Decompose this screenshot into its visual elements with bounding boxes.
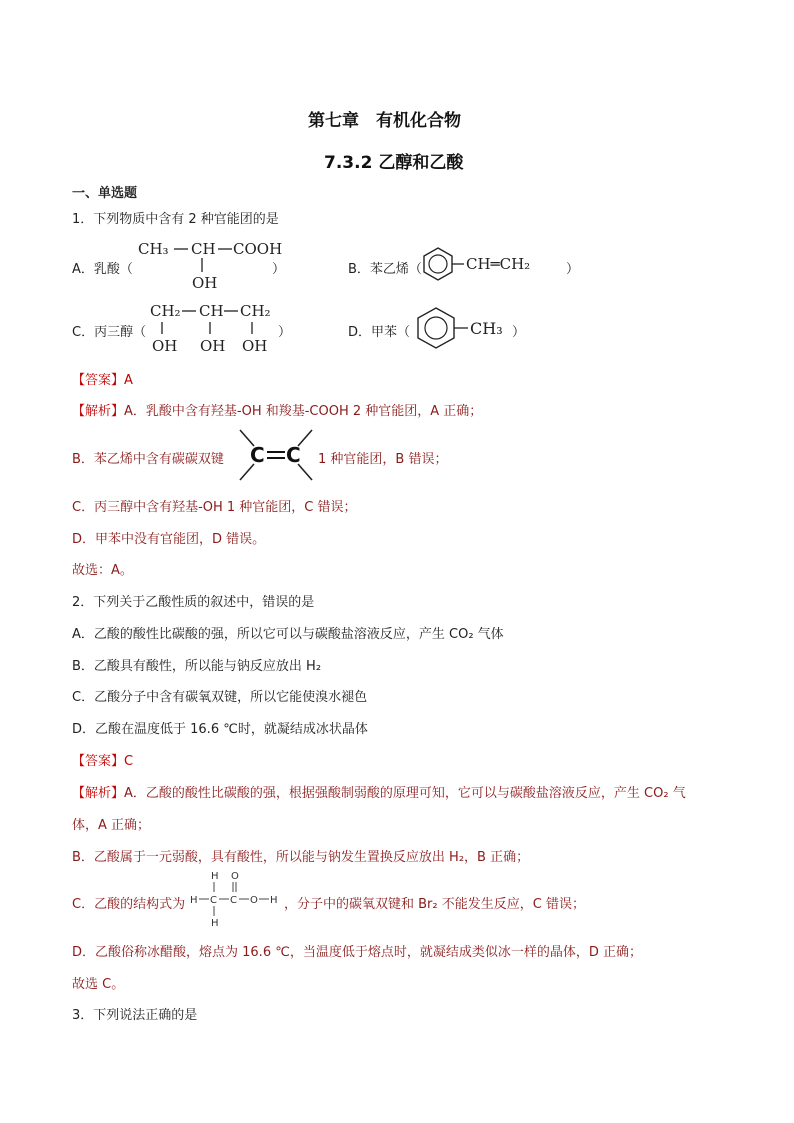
glycerol-ch2-b: CH₂ (240, 302, 271, 320)
glycerol-oh-1: OH (152, 337, 178, 355)
toluene-group: CH₃ (470, 319, 503, 338)
lactic-oh: OH (192, 274, 218, 292)
analysis-tag: 【解析】 (72, 786, 125, 801)
acetic-h-right: H (270, 895, 278, 906)
section-title: 7.3.2 乙醇和乙酸 (324, 153, 464, 173)
q1-option-d-label: D．甲苯（ (348, 325, 411, 340)
q2-analysis-line-2: 体，A 正确； (72, 818, 151, 833)
q1-analysis-line-3: C．丙三醇中含有羟基-OH 1 种官能团，C 错误； (72, 500, 357, 515)
q1-answer (72, 369, 133, 388)
analysis-tag: 【解析】 (72, 404, 125, 419)
glycerol-oh-3: OH (242, 337, 268, 355)
question-2-stem: 2．下列关于乙酸性质的叙述中，错误的是 (72, 595, 315, 610)
glycerol-oh-2: OH (200, 337, 226, 355)
part-heading: 一、单选题 (72, 186, 138, 201)
lactic-acid-formula (136, 236, 283, 292)
q2-conclusion: 故选 C。 (72, 977, 125, 992)
q2-answer (72, 750, 133, 769)
q1-analysis-line-4: D．甲苯中没有官能团，D 错误。 (72, 532, 266, 547)
q2-analysis-line-5: D．乙酸俗称冰醋酸，熔点为 16.6 ℃，当温度低于熔点时，就凝结成类似冰一样的晶体，D 正确； (72, 945, 642, 960)
q2-analysis-line-4: C．乙酸的结构式为 (72, 897, 186, 912)
q1-option-a-close: ） (272, 262, 286, 277)
q2-analysis-line-1 (72, 782, 686, 801)
acetic-o-top: O (231, 871, 239, 882)
lactic-ch: CH (191, 240, 216, 258)
q2-option-a: A．乙酸的酸性比碳酸的强，所以它可以与碳酸盐溶液反应，产生 CO₂ 气体 (72, 627, 504, 642)
q1-option-b-close: ） (566, 262, 580, 277)
double-bond-c1: C (250, 443, 265, 467)
acetic-c2: C (230, 895, 237, 906)
acetic-h-top: H (211, 871, 219, 882)
chapter-title: 第七章 有机化合物 (308, 111, 461, 131)
answer-value: A (124, 373, 133, 388)
answer-tag: 【答案】 (72, 373, 125, 388)
answer-tag: 【答案】 (72, 754, 125, 769)
double-bond-diagram (234, 424, 318, 486)
acetic-o: O (250, 895, 258, 906)
double-bond-c2: C (286, 443, 301, 467)
q1-conclusion: 故选：A。 (72, 563, 133, 578)
q1-analysis-line-2: B．苯乙烯中含有碳碳双键 (72, 452, 224, 467)
q2-option-b: B．乙酸具有酸性，所以能与钠反应放出 H₂ (72, 659, 322, 674)
analysis-text: A．乳酸中含有羟基-OH 和羧基-COOH 2 种官能团，A 正确； (124, 404, 483, 419)
lactic-ch3: CH₃ (138, 240, 169, 258)
q1-option-d-close: ） (512, 325, 526, 340)
q2-analysis-line-4b: ，分子中的碳氧双键和 Br₂ 不能发生反应，C 错误； (284, 897, 585, 912)
q1-analysis-line-1 (72, 400, 482, 419)
answer-value: C (124, 754, 134, 769)
glycerol-ch: CH (199, 302, 224, 320)
question-3-stem: 3．下列说法正确的是 (72, 1008, 198, 1023)
glycerol-ch2-a: CH₂ (150, 302, 181, 320)
q1-option-c-label: C．丙三醇（ (72, 325, 147, 340)
acetic-acid-structure (188, 868, 288, 930)
lactic-cooh: COOH (233, 240, 283, 258)
q2-analysis-line-3: B．乙酸属于一元弱酸，具有酸性，所以能与钠发生置换反应放出 H₂，B 正确； (72, 850, 530, 865)
q1-option-a-label: A．乳酸（ (72, 262, 133, 277)
analysis-text: A．乙酸的酸性比碳酸的强，根据强酸制弱酸的原理可知，它可以与碳酸盐溶液反应，产生 CO₂ 气 (124, 786, 686, 801)
q2-option-c: C．乙酸分子中含有碳氧双键，所以它能使溴水褪色 (72, 690, 368, 705)
acetic-h-left: H (190, 895, 198, 906)
acetic-c1: C (210, 895, 217, 906)
styrene-group: CH═CH₂ (466, 255, 531, 273)
toluene-formula (412, 304, 522, 352)
q2-option-d: D．乙酸在温度低于 16.6 ℃时，就凝结成冰状晶体 (72, 722, 368, 737)
acetic-h-bottom: H (211, 918, 219, 929)
q1-option-b-label: B．苯乙烯（ (348, 262, 422, 277)
q1-option-c-close: ） (278, 325, 292, 340)
glycerol-formula (148, 300, 282, 356)
question-1-stem: 1．下列物质中含有 2 种官能团的是 (72, 212, 279, 227)
q1-analysis-line-2b: 1 种官能团，B 错误； (318, 452, 448, 467)
styrene-formula (418, 244, 568, 284)
